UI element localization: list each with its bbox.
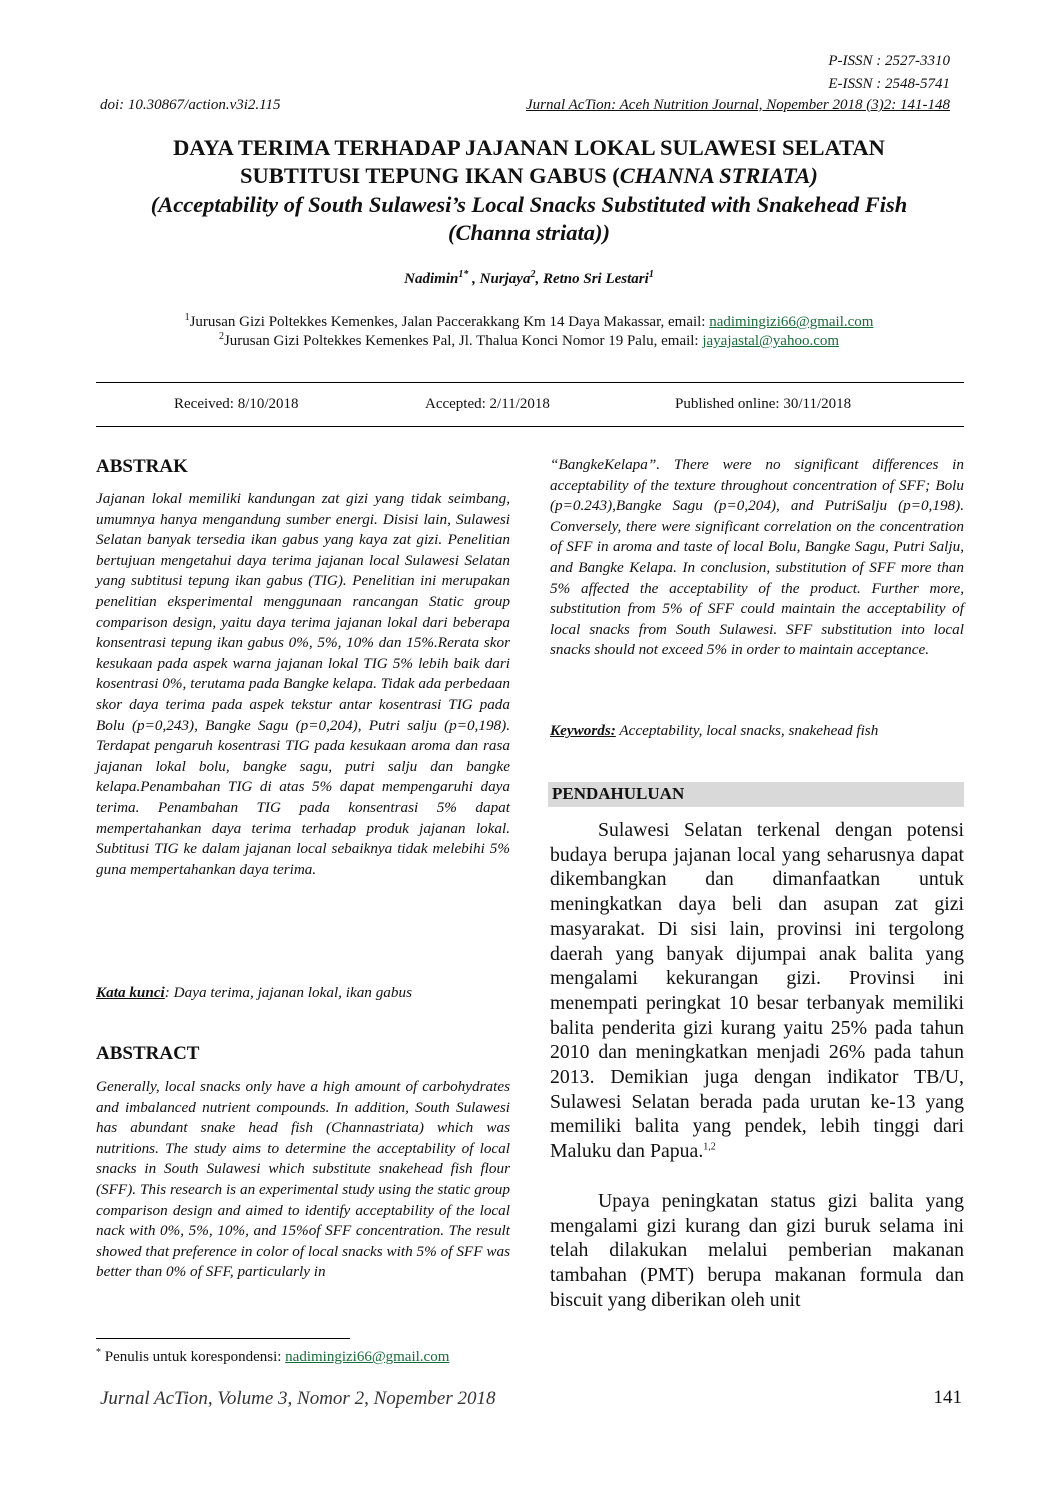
title-english-line-2: (Channa striata))	[448, 220, 610, 245]
abstrak-text: Jajanan lokal memiliki kandungan zat gizi yang tidak seimbang, umumnya hanya mengandung sumber energi. Disisi lain, Sulawesi Selatan banyak tersedia ikan gabus yang kaya zat gizi. Penelitian bertujuan mengetahui daya terima jajanan local Sulawesi Selatan yang subtitusi tepung ikan gabus (TIG). Penelitian ini merupakan penelitian eksperimental menggunaan rancangan Static group comparison design, yaitu daya terima jajanan lokal dari beberapa konsentrasi tepung ikan gabus 0%, 5%, 10% dan 15%.Rerata skor kesukaan pada aspek warna jajanan lokal TIG 5% lebih baik dari kosentrasi 0%, terutama pada Bangke kelapa. Tidak ada perbedaan skor daya terima pada aspek tekstur antar kosentrasi TIG pada Bolu (p=0,243), Bangke Sagu (p=0,204), Putri salju (p=0,198). Terdapat pengaruh kosentrasi TIG pada kesukaan aroma dan rasa jajanan lokal bolu, bangke sagu, putri salju dan bangke kelapa.Penambahan TIG di atas 5% dapat mempengaruhi daya terima. Penambahan TIG pada konsentrasi 5% dapat mempertahankan daya terima terhadap produk jajanan lokal. Subtitusi TIG ke dalam jajanan local sebaiknya tidak melebihi 5% guna mempertahankan daya terima.	[96, 490, 510, 878]
author-sep-2: ,	[535, 271, 543, 287]
footnote-rule	[96, 1338, 350, 1339]
affiliation-2-text: Jurusan Gizi Poltekkes Kemenkes Pal, Jl. Thalua Konci Nomor 19 Palu, email:	[223, 333, 703, 349]
author-2: Nurjaya	[479, 271, 531, 287]
p-issn: P-ISSN : 2527-3310	[828, 53, 950, 69]
title-english-line-1: (Acceptability of South Sulawesi’s Local Snacks Substituted with Snakehead Fish	[150, 192, 908, 217]
affiliation-1-sup: 1	[184, 312, 190, 323]
pendahuluan-paragraph-2	[550, 1189, 964, 1313]
published-date: Published online: 30/11/2018	[675, 396, 852, 412]
doi[interactable]: doi: 10.30867/action.v3i2.115	[100, 97, 281, 113]
footnote-marker: *	[96, 1347, 101, 1358]
author-sep-1: ,	[468, 271, 480, 287]
keywords-text: Acceptability, local snacks, snakehead fish	[615, 722, 879, 739]
paragraph-2-text: Upaya peningkatan status gizi balita yang mengalami gizi kurang dan gizi buruk selama ini telah dilakukan melalui pemberian makanan tambahan (PMT) berupa makanan formula dan biscuit yang diberikan oleh unit	[550, 1190, 964, 1311]
received-date: Received: 8/10/2018	[174, 396, 299, 412]
dates-top-rule	[96, 382, 964, 383]
pendahuluan-heading: PENDAHULUAN	[552, 784, 685, 803]
kata-kunci	[96, 984, 510, 1002]
accepted-date: Accepted: 2/11/2018	[425, 396, 550, 412]
affiliation-2-sup: 2	[218, 331, 224, 342]
kata-kunci-text: : Daya terima, jajanan lokal, ikan gabus	[164, 984, 412, 1001]
e-issn: E-ISSN : 2548-5741	[828, 76, 950, 92]
affiliation-1-text: Jurusan Gizi Poltekkes Kemenkes, Jalan Paccerakkang Km 14 Daya Makassar, email:	[189, 314, 710, 330]
footnote-email[interactable]: nadimingizi66@gmail.com	[285, 1349, 450, 1365]
page-number: 141	[933, 1387, 962, 1408]
pendahuluan-paragraph-1	[550, 818, 964, 1164]
affiliation-2	[0, 333, 1058, 350]
footnote	[96, 1349, 449, 1366]
kata-kunci-label: Kata kunci	[96, 984, 165, 1001]
journal-citation: Jurnal AcTion: Aceh Nutrition Journal, Nopember 2018 (3)2: 141-148	[526, 97, 950, 113]
abstract-text-left: Generally, local snacks only have a high amount of carbohydrates and imbalanced nutrient compounds. In addition, South Sulawesi has abundant snake head fish (Channastriata) which was nutritions. The study aims to determine the acceptability of local snacks in South Sulawesi which substitute snakehead fish flour (SFF). This research is an experimental study using the static group comparison design and aimed to identify acceptability of the local nack with 0%, 5%, 10%, and 15%of SFF concentration. The result showed that preference in color of local snacks with 5% of SFF was better than 0% of SFF, particularly in	[96, 1078, 510, 1281]
footer-journal-info: Jurnal AcTion, Volume 3, Nomor 2, Nopember 2018	[100, 1388, 496, 1409]
abstrak-heading: ABSTRAK	[96, 456, 188, 477]
title-line-1: DAYA TERIMA TERHADAP JAJANAN LOKAL SULAWESI SELATAN	[173, 135, 885, 160]
title-line-2-italic: CHANNA STRIATA)	[619, 163, 818, 188]
footnote-text: Penulis untuk korespondensi:	[101, 1349, 286, 1365]
keywords	[550, 722, 964, 740]
author-2-sup: 2	[530, 269, 536, 280]
abstract-text-right: “BangkeKelapa”. There were no significant differences in acceptability of the texture throughout concentration of SFF; Bolu (p=0.243),Bangke Sagu (p=0,204), and PutriSalju (p=0,198). Conversely, there were significant correlation on the concentration of SFF in aroma and taste of local Bolu, Bangke Sagu, Putri Salju, and Bangke Kelapa. In conclusion, substitution of SFF more than 5% affected the acceptability of the product. Further more, substitution from 5% of SFF could maintain the acceptability of local snacks from South Sulawesi. SFF substitution into local snacks should not exceed 5% in order to maintain acceptance.	[550, 456, 964, 659]
keywords-label: Keywords:	[550, 722, 616, 739]
author-list	[0, 271, 1058, 288]
author-1-sup: 1*	[458, 269, 469, 280]
author-3-sup: 1	[648, 269, 654, 280]
affiliation-2-email[interactable]: jayajastal@yahoo.com	[702, 333, 840, 349]
paragraph-1-citation: 1,2	[703, 1141, 716, 1153]
title-line-2	[60, 162, 998, 189]
paragraph-1-text: Sulawesi Selatan terkenal dengan potensi budaya berupa jajanan local yang seharusnya dapat dikembangkan dan dimanfaatkan untuk meningkatkan daya beli dan asupan zat gizi masyarakat. Di sisi lain, provinsi ini tergolong daerah yang banyak dijumpai anak balita yang mengalami kekurangan gizi. Provinsi ini menempati peringkat 10 besar terbanyak memiliki balita penderita gizi kurang yaitu 25% pada tahun 2010 dan meningkatkan menjadi 26% pada tahun 2013. Demikian juga dengan indikator TB/U, Sulawesi Selatan berada pada urutan ke-13 yang memiliki balita yang pendek, lebih tinggi dari Maluku dan Papua.	[550, 819, 964, 1163]
title-line-2-text: SUBTITUSI TEPUNG IKAN GABUS (	[240, 163, 620, 188]
affiliation-1	[0, 314, 1058, 331]
author-1: Nadimin	[404, 271, 459, 287]
author-3: Retno Sri Lestari	[542, 271, 649, 287]
dates-bottom-rule	[96, 426, 964, 427]
abstract-heading: ABSTRACT	[96, 1043, 200, 1064]
affiliation-1-email[interactable]: nadimingizi66@gmail.com	[709, 314, 874, 330]
